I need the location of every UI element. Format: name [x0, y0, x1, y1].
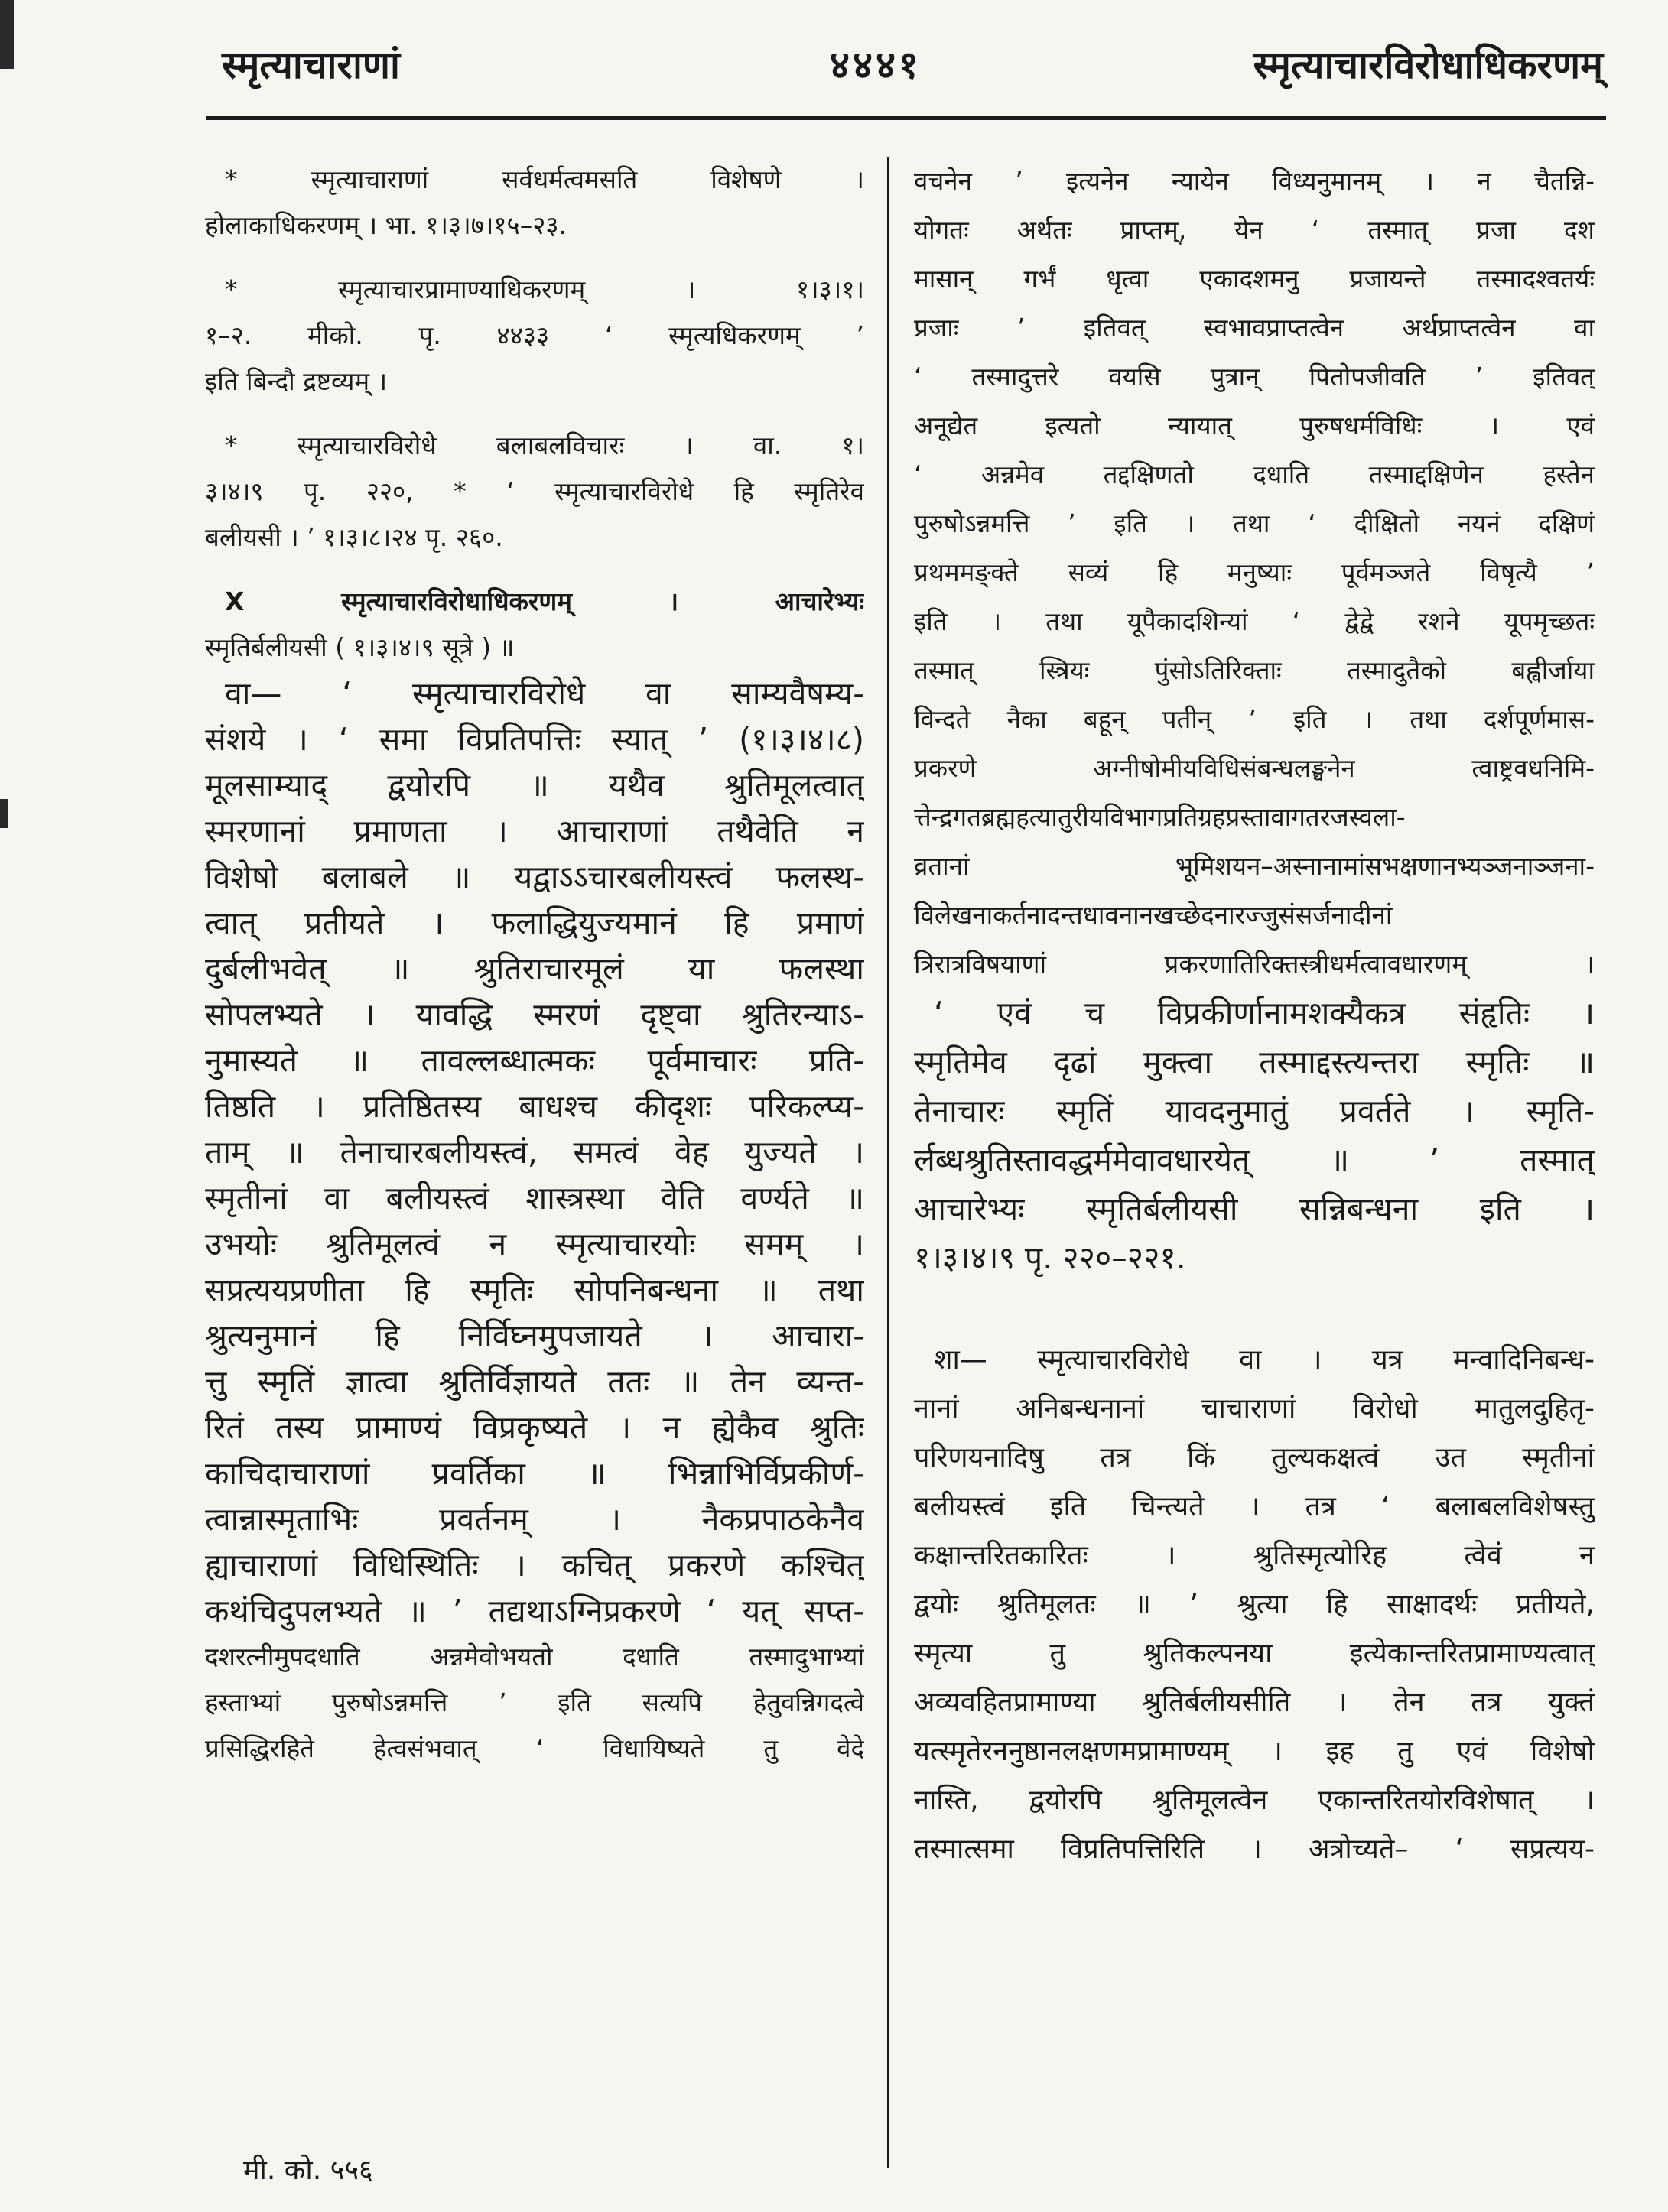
header-rule [206, 116, 1606, 120]
verse-line: आचारेभ्यः स्मृतिर्बलीयसी सन्निबन्धना इति । [914, 1190, 1595, 1227]
prose-line: प्रकरणे अग्नीषोमीयविधिसंबन्धलङ्घनेन त्वाष्ट्रवधनिमि- [914, 753, 1595, 783]
verse-line: स्मृतिमेव दृढां मुक्त्वा तस्माद्दस्त्यन्तरा स्मृतिः ॥ [914, 1044, 1595, 1080]
bhashya-line: शा— स्मृत्याचारविरोधे वा । यत्र मन्वादिनिबन्ध- [934, 1344, 1595, 1376]
verse-line: स्मरणानां प्रमाणता । आचाराणां तथैवेति न [205, 813, 864, 849]
verse-line: मूलसाम्याद् द्वयोरपि ॥ यथैव श्रुतिमूलत्वात् [205, 767, 864, 804]
entry-line: होलाकाधिकरणम् । भा. १।३।७।१५–२३. [205, 210, 567, 240]
prose-line: मासान् गर्भं धृत्वा एकादशमनु प्रजायन्ते तस्मादश्वतर्यः [914, 264, 1595, 294]
column-divider [887, 157, 889, 2168]
verse-line: ह्याचाराणां विधिस्थितिः । कचित् प्रकरणे कश्चित् [205, 1547, 864, 1583]
bhashya-line: कक्षान्तरितकारितः । श्रुतिस्मृत्योरिह त्वेवं न [914, 1540, 1595, 1571]
verse-line: १।३।४।९ पृ. २२०–२२१. [914, 1239, 1186, 1276]
bhashya-line: नानां अनिबन्धनानां चाचाराणां विरोधो मातुलदुहितृ- [914, 1393, 1595, 1424]
prose-line: योगतः अर्थतः प्राप्तम्, येन ‘ तस्मात् प्रजा दश [914, 215, 1595, 245]
entry-line: ३।४।९ पृ. २२०, * ‘ स्मृत्याचारविरोधे हि स्मृतिरेव [205, 476, 864, 506]
prose-line: हस्ताभ्यां पुरुषोऽन्नमत्ति ’ इति सत्यपि हेतुवन्निगदत्वे [205, 1687, 864, 1717]
verse-line: दुर्बलीभवेत् ॥ श्रुतिराचारमूलं या फलस्था [205, 950, 864, 987]
prose-line: इति । तथा यूपैकादशिन्यां ‘ द्वेद्वे रशने यूपमृच्छतः [914, 606, 1595, 636]
entry-line: * स्मृत्याचारविरोधे बलाबलविचारः । वा. १। [225, 430, 864, 460]
bhashya-line: यत्स्मृतेरननुष्ठानलक्षणमप्रामाण्यम् । इह तु एवं विशेषो [914, 1736, 1595, 1767]
prose-line: प्रसिद्धिरहिते हेत्वसंभवात् ‘ विधायिष्यते तु वेदे [205, 1733, 864, 1763]
verse-line: ‘ एवं च विप्रकीर्णानामशक्यैकत्र संहृतिः । [934, 995, 1595, 1031]
verse-line: र्लब्धश्रुतिस्तावद्धर्ममेवावधारयेत् ॥ ’ तस्मात् [914, 1142, 1595, 1178]
prose-line: त्रिरात्रविषयाणां प्रकरणातिरिक्तस्त्रीधर्मत्वावधारणम् । [914, 949, 1595, 979]
bhashya-line: स्मृत्या तु श्रुतिकल्पनया इत्येकान्तरितप्रामाण्यत्वात् [914, 1638, 1595, 1669]
verse-line: विशेषो बलाबले ॥ यद्वाऽऽचारबलीयस्त्वं फलस्थ- [205, 859, 864, 895]
prose-line: ‘ अन्नमेव तद्दक्षिणतो दधाति तस्माद्दक्षिणेन हस्तेन [914, 460, 1595, 489]
verse-line: उभयोः श्रुतिमूलत्वं न स्मृत्याचारयोः समम् । [205, 1226, 864, 1262]
verse-line: रितं तस्य प्रामाण्यं विप्रकृष्यते । न ह्येकैव श्रुतिः [205, 1409, 864, 1446]
bhashya-line: तस्मात्समा विप्रतिपत्तिरिति । अत्रोच्यते– ‘ सप्रत्यय- [914, 1834, 1595, 1865]
entry-line: * स्मृत्याचारप्रामाण्याधिकरणम् । १।३।१। [225, 274, 864, 304]
entry-line: १–२. मीको. पृ. ४४३३ ‘ स्मृत्यधिकरणम् ’ [205, 320, 864, 350]
prose-line: पुरुषोऽन्नमत्ति ’ इति । तथा ‘ दीक्षितो नयनं दक्षिणं [914, 508, 1595, 538]
verse-line: त्वान्नास्मृताभिः प्रवर्तनम् । नैकप्रपाठकेनैव [205, 1501, 864, 1538]
verse-line: संशये । ‘ समा विप्रतिपत्तिः स्यात् ’ (१।३।४।८) [205, 721, 864, 758]
verse-line: तेनाचारः स्मृतिं यावदनुमातुं प्रवर्तते । स्मृति- [914, 1093, 1595, 1129]
verse-line: कथंचिदुपलभ्यते ॥ ’ तद्यथाऽग्निप्रकरणे ‘ यत् सप्त- [205, 1593, 864, 1629]
scan-edge-mark [0, 799, 8, 828]
left-column [205, 157, 864, 2152]
entry-line: इति बिन्दौ द्रष्टव्यम् । [205, 366, 388, 396]
entry-line: * स्मृत्याचाराणां सर्वधर्मत्वमसति विशेषणे । [225, 164, 864, 194]
bhashya-line: परिणयनादिषु तत्र किं तुल्यकक्षत्वं उत स्मृतीनां [914, 1442, 1595, 1473]
page-number: ४४४१ [830, 43, 922, 87]
prose-line: विन्दते नैका बहून् पतीन् ’ इति । तथा दर्शपूर्णमास- [914, 704, 1595, 734]
adhikarana-sutra: स्मृतिर्बलीयसी ( १।३।४।९ सूत्रे ) ॥ [205, 632, 515, 662]
prose-line: दशरत्नीमुपदधाति अन्नमेवोभयतो दधाति तस्मादुभाभ्यां [205, 1642, 864, 1671]
verse-line: त्तु स्मृतिं ज्ञात्वा श्रुतिर्विज्ञायते ततः ॥ तेन व्यन्त- [205, 1363, 864, 1400]
verse-line: स्मृतीनां वा बलीयस्त्वं शास्त्रस्था वेति वर्ण्यते ॥ [205, 1180, 864, 1216]
verse-line: तिष्ठति । प्रतिष्ठितस्य बाधश्च कीदृशः परिकल्प्य- [205, 1088, 864, 1125]
right-column [914, 157, 1595, 2152]
footer-signature: मी. को. ५५६ [243, 2155, 373, 2186]
scan-edge-mark [0, 0, 14, 69]
prose-line: तस्मात् स्त्रियः पुंसोऽतिरिक्ताः तस्मादुतैको बह्वीर्जाया [914, 655, 1595, 685]
bhashya-line: बलीयस्त्वं इति चिन्त्यते । तत्र ‘ बलाबलविशेषस्तु [914, 1491, 1595, 1522]
bhashya-line: नास्ति, द्वयोरपि श्रुतिमूलत्वेन एकान्तरितयोरविशेषात् । [914, 1785, 1595, 1816]
verse-line: श्रुत्यनुमानं हि निर्विघ्नमुपजायते । आचारा- [205, 1317, 864, 1354]
verse-line: त्वात् प्रतीयते । फलाद्धियुज्यमानं हि प्रमाणं [205, 905, 864, 941]
verse-line: सोपलभ्यते । यावद्धि स्मरणं दृष्ट्वा श्रुतिरन्याऽ- [205, 996, 864, 1033]
bhashya-line: अव्यवहितप्रामाण्या श्रुतिर्बलीयसीति । तेन तत्र युक्तं [914, 1687, 1595, 1718]
prose-line: प्रजाः ’ इतिवत् स्वभावप्राप्तत्वेन अर्थप्राप्तत्वेन वा [914, 313, 1595, 343]
prose-line: ‘ तस्मादुत्तरे वयसि पुत्रान् पितोपजीवति ’ इतिवत् [914, 362, 1595, 391]
prose-line: त्तेन्द्रगतब्रह्महत्यातुरीयविभागप्रतिग्रहप्रस्तावागतरजस्वला- [914, 802, 1406, 832]
running-header-right: स्मृत्याचारविरोधाधिकरणम् [1253, 43, 1603, 87]
verse-line: नुमास्यते ॥ तावल्लब्धात्मकः पूर्वमाचारः प्रति- [205, 1042, 864, 1079]
verse-line: वा— ‘ स्मृत्याचारविरोधे वा साम्यवैषम्य- [225, 675, 864, 712]
prose-line: प्रथममङ्क्ते सव्यं हि मनुष्याः पूर्वमञ्जते विषृत्यै ’ [914, 557, 1595, 587]
bhashya-line: द्वयोः श्रुतिमूलतः ॥ ’ श्रुत्या हि साक्षादर्थः प्रतीयते, [914, 1589, 1595, 1620]
running-header-left: स्मृत्याचाराणां [222, 43, 400, 87]
adhikarana-heading: X स्मृत्याचारविरोधाधिकरणम् । आचारेभ्यः [225, 586, 864, 616]
entry-line: बलीयसी । ’ १।३।८।२४ पृ. २६०. [205, 522, 503, 552]
prose-line: विलेखनाकर्तनादन्तधावनानखच्छेदनारज्जुसंसर्जनादीनां [914, 900, 1393, 930]
verse-line: काचिदाचाराणां प्रवर्तिका ॥ भिन्नाभिर्विप्रकीर्ण- [205, 1455, 864, 1492]
prose-line: अनूद्येत इत्यतो न्यायात् पुरुषधर्मविधिः । एवं [914, 411, 1595, 440]
prose-line: व्रतानां भूमिशयन–अस्नानामांसभक्षणानभ्यञ्जनाञ्जना- [914, 851, 1595, 881]
verse-line: सप्रत्ययप्रणीता हि स्मृतिः सोपनिबन्धना ॥ तथा [205, 1272, 864, 1308]
prose-line: वचनेन ’ इत्यनेन न्यायेन विध्यनुमानम् । न चैतन्नि- [914, 166, 1595, 196]
verse-line: ताम् ॥ तेनाचारबलीयस्त्वं, समत्वं वेह युज्यते । [205, 1134, 864, 1171]
